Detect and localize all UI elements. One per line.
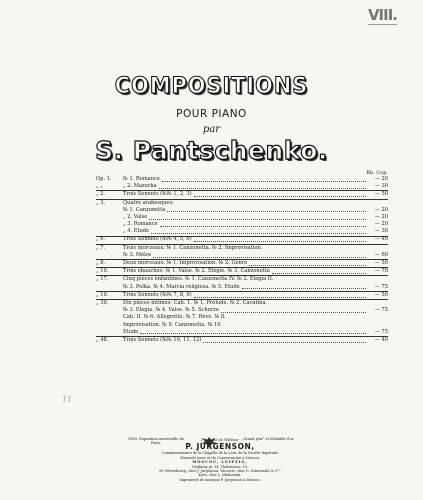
imprint-line: Neglinny pr. 14. Thalstrasse, 19. bbox=[191, 464, 249, 469]
work-title: Quatre arabesques: bbox=[123, 199, 174, 206]
works-list bbox=[96, 176, 388, 344]
dot-leader bbox=[160, 226, 366, 227]
work-title: „ 2. Valse bbox=[123, 213, 148, 220]
work-title: Trois Sonnets (№№ 7, 8, 9) bbox=[123, 291, 192, 298]
work-row bbox=[96, 336, 388, 344]
work-opus: „ 2. bbox=[96, 191, 106, 198]
dot-leader bbox=[151, 233, 366, 234]
work-row bbox=[96, 190, 388, 198]
publisher-name: P. JURGENSON, bbox=[185, 442, 255, 452]
work-price: — 50 bbox=[374, 291, 388, 298]
work-title: № 3. Polka. № 4. Marcia religiosa. № 5. Etude bbox=[123, 283, 240, 290]
award-right: „Grand prix“ et Médaille d'or. bbox=[241, 437, 295, 441]
work-price: — 75 bbox=[374, 328, 388, 335]
work-row bbox=[96, 299, 388, 307]
dot-leader bbox=[162, 181, 366, 182]
work-row bbox=[96, 267, 388, 275]
page-title: COMPOSITIONS bbox=[114, 74, 309, 99]
work-title: № 3. Mélos bbox=[123, 251, 152, 258]
shelf-mark: VIII. bbox=[367, 6, 397, 24]
work-price: — 60 bbox=[374, 251, 388, 258]
dot-leader bbox=[167, 211, 366, 212]
dot-leader bbox=[194, 196, 366, 197]
work-title: Trois Sonnets (№№ 4, 5, 6) bbox=[123, 236, 192, 243]
work-price: — 70 bbox=[374, 268, 388, 275]
dot-leader bbox=[140, 333, 366, 334]
work-title: № 1. Canzonetta bbox=[123, 206, 166, 213]
work-price: — 50 bbox=[374, 260, 388, 267]
dot-leader bbox=[149, 219, 366, 220]
work-price: — 20 bbox=[374, 206, 388, 213]
dot-leader bbox=[249, 265, 366, 266]
price-header: Rb. Cop. bbox=[366, 170, 388, 176]
work-price: — 30 bbox=[374, 228, 388, 235]
work-row bbox=[96, 322, 388, 329]
award-left: 1889. Exposition universelle de Paris. bbox=[128, 437, 184, 445]
work-row bbox=[96, 275, 388, 283]
imprint-line: St.-Pétersbourg, chez J. Jurgenson. Varsovie, chez G. Sennewald & Cᴵᴱ. bbox=[159, 469, 281, 474]
work-opus: „ 8. bbox=[96, 260, 106, 267]
work-row bbox=[96, 307, 388, 314]
work-row bbox=[96, 291, 388, 299]
work-row bbox=[96, 244, 388, 252]
work-row bbox=[96, 214, 388, 221]
imprint-line: Kiew, chez L. Idzikowski. bbox=[198, 473, 242, 478]
work-row bbox=[96, 183, 388, 190]
dot-leader bbox=[194, 241, 366, 242]
work-title: Trois Sonnets (№№ 1, 2, 3) bbox=[123, 191, 192, 198]
work-price: — 75 bbox=[374, 307, 388, 314]
work-opus: „ 7. bbox=[96, 244, 106, 251]
dot-leader bbox=[153, 257, 366, 258]
imprint-cities: MOSCOU, LEIPZIG, bbox=[192, 460, 248, 465]
work-title: Improvisation. № 9. Canzonetta. № 10. bbox=[123, 321, 223, 328]
dot-leader bbox=[242, 288, 366, 289]
composer-name: S. Pantschenko. bbox=[95, 136, 328, 165]
work-title: № 1. Romance bbox=[123, 175, 160, 182]
work-opus: „ 3. bbox=[96, 199, 106, 206]
work-title: Trois morceaux: № 1. Canzonetta. № 2. Improvisation. bbox=[123, 244, 263, 251]
work-opus: „ 6. bbox=[96, 236, 106, 243]
dot-leader bbox=[194, 297, 366, 298]
work-row bbox=[96, 329, 388, 336]
imprint-label: Propriété de l'Éditeur bbox=[201, 438, 239, 442]
work-row bbox=[96, 199, 388, 207]
publisher-imprint bbox=[100, 438, 340, 482]
work-opus: „ 48. bbox=[96, 336, 109, 343]
work-title: „ 3. Romance bbox=[123, 221, 158, 228]
dot-leader bbox=[272, 273, 366, 274]
work-title: Cinq pièces enfantines. № 1. Canzonetta IV. № 2. Elegia II. bbox=[123, 276, 274, 283]
work-title: Trois ébauches: № 1. Valse. № 2. Elégie. № 3. Canzonetta bbox=[123, 268, 270, 275]
imprint-line: Imprimerie de musique P. Jurgenson à Moscou. bbox=[179, 477, 261, 482]
work-price: — 50 bbox=[374, 191, 388, 198]
imprint-line: Commissionnaire de la Chapelle de la Cour, de la Société Impériale bbox=[161, 451, 279, 456]
work-opus: „ 10. bbox=[96, 268, 109, 275]
work-price: — 75 bbox=[374, 283, 388, 290]
work-row bbox=[96, 176, 388, 183]
par-label: par bbox=[202, 124, 221, 135]
work-opus: „ 39. bbox=[96, 299, 109, 306]
work-price: — 40 bbox=[374, 236, 388, 243]
work-row bbox=[96, 284, 388, 291]
work-opus: „ 19. bbox=[96, 291, 109, 298]
dot-leader bbox=[159, 188, 366, 189]
work-opus: „ 17. bbox=[96, 276, 109, 283]
work-row bbox=[96, 228, 388, 235]
work-row bbox=[96, 252, 388, 259]
work-price: — 40 bbox=[374, 336, 388, 343]
margin-note: 11 bbox=[62, 395, 73, 404]
work-row bbox=[96, 221, 388, 228]
subtitle: POUR PIANO bbox=[176, 108, 247, 120]
work-title: Deux morceaux: № 1. Improvisation. № 2. Genre bbox=[123, 260, 248, 267]
work-title: Cah. II. № 6. Allegretto. № 7. Rêve. № 8. bbox=[123, 314, 226, 321]
work-price: — 30 bbox=[374, 183, 388, 190]
work-title: „ 4. Etude bbox=[123, 228, 150, 235]
imprint-line: Musicale russe et du Conservatoire à Moscou. bbox=[180, 455, 260, 460]
work-title: № 3. Elegia. № 4. Valse. № 5. Scherzo bbox=[123, 307, 219, 314]
work-price: — 20 bbox=[374, 213, 388, 220]
work-title: Etude bbox=[123, 328, 139, 335]
work-title: Trois Sonnets (№№ 10, 11, 12) bbox=[123, 336, 202, 343]
work-row bbox=[96, 236, 388, 244]
work-title: Dix pièces intimes: Cah. 1. № 1. Prélude. № 2. Cavatina. bbox=[123, 299, 268, 306]
work-price: — 20 bbox=[374, 221, 388, 228]
work-row bbox=[96, 314, 388, 321]
dot-leader bbox=[221, 312, 366, 313]
dot-leader bbox=[203, 342, 366, 343]
work-opus: „ „ bbox=[96, 183, 103, 190]
work-title: „ 2. Mazurka bbox=[123, 183, 157, 190]
work-row bbox=[96, 259, 388, 267]
work-opus: Op. 1. bbox=[96, 175, 112, 182]
work-price: — 20 bbox=[374, 175, 388, 182]
work-row bbox=[96, 207, 388, 214]
